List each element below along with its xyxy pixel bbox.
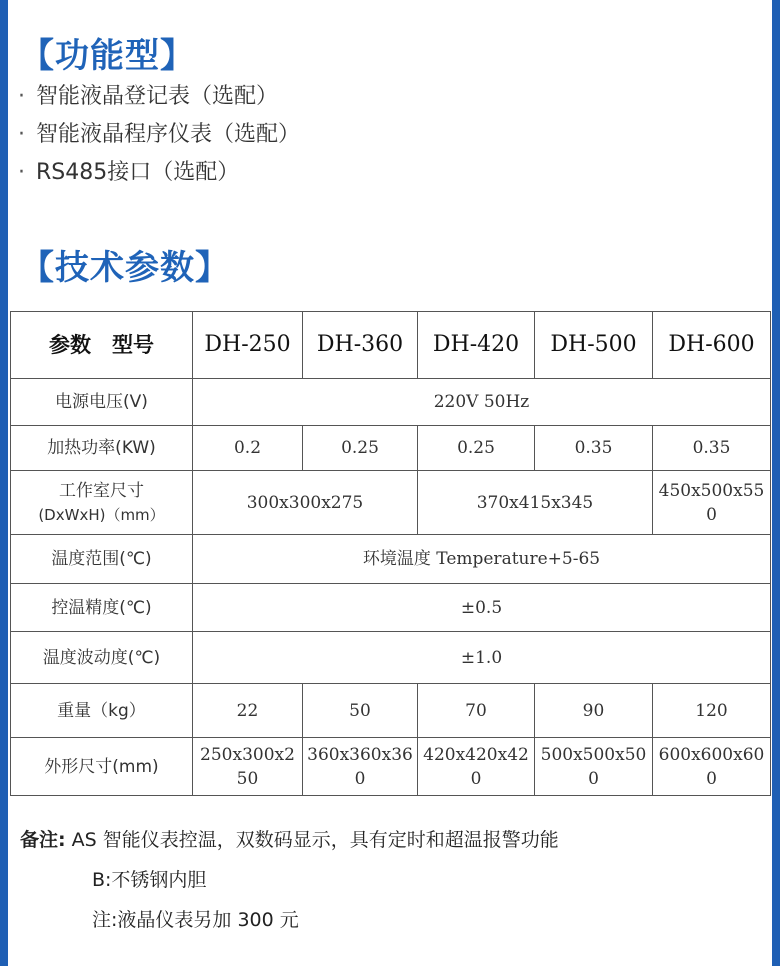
table-row bbox=[11, 535, 771, 584]
table-cell: 450x500x550 bbox=[653, 471, 771, 535]
specs-section-title: 【技术参数】 bbox=[20, 248, 230, 288]
table-row bbox=[11, 684, 771, 738]
feature-label: RS485接口（选配） bbox=[36, 160, 240, 185]
table-cell: 360x360x360 bbox=[303, 738, 418, 796]
table-row bbox=[11, 471, 771, 535]
model-header: DH-500 bbox=[535, 312, 653, 379]
row-label bbox=[11, 471, 193, 535]
feature-item bbox=[18, 116, 300, 154]
row-label: 重量（kg） bbox=[11, 684, 193, 738]
table-cell: 220V 50Hz bbox=[193, 379, 771, 426]
table-cell: 300x300x275 bbox=[193, 471, 418, 535]
row-label-line: (DxWxH)（mm） bbox=[38, 505, 165, 524]
row-label: 外形尺寸(mm) bbox=[11, 738, 193, 796]
table-cell: 370x415x345 bbox=[418, 471, 653, 535]
row-label: 温度范围(℃) bbox=[11, 535, 193, 584]
feature-item bbox=[18, 154, 300, 192]
model-header: DH-600 bbox=[653, 312, 771, 379]
table-header-row bbox=[11, 312, 771, 379]
bullet-icon: · bbox=[18, 122, 25, 147]
table-cell: 22 bbox=[193, 684, 303, 738]
table-cell: 600x600x600 bbox=[653, 738, 771, 796]
feature-label: 智能液晶登记表（选配） bbox=[36, 84, 279, 109]
table-cell: 0.2 bbox=[193, 426, 303, 471]
feature-list bbox=[18, 78, 300, 192]
notes-block bbox=[20, 820, 559, 940]
left-border-bar bbox=[0, 0, 8, 966]
row-label: 温度波动度(℃) bbox=[11, 632, 193, 684]
table-cell: 70 bbox=[418, 684, 535, 738]
table-cell: 0.35 bbox=[535, 426, 653, 471]
note-line bbox=[20, 820, 559, 860]
spec-table bbox=[10, 311, 771, 796]
table-cell: 0.25 bbox=[418, 426, 535, 471]
note-text: AS 智能仪表控温，双数码显示，具有定时和超温报警功能 bbox=[71, 829, 559, 851]
table-cell: 50 bbox=[303, 684, 418, 738]
table-cell: 420x420x420 bbox=[418, 738, 535, 796]
table-cell: 120 bbox=[653, 684, 771, 738]
feature-label: 智能液晶程序仪表（选配） bbox=[36, 122, 301, 147]
notes-label: 备注: bbox=[20, 829, 66, 851]
header-param-model: 参数 型号 bbox=[11, 312, 193, 379]
table-row bbox=[11, 584, 771, 632]
table-cell: ±1.0 bbox=[193, 632, 771, 684]
note-line: B:不锈钢内胆 bbox=[92, 869, 207, 891]
model-header: DH-360 bbox=[303, 312, 418, 379]
row-label: 控温精度(℃) bbox=[11, 584, 193, 632]
table-cell: 0.35 bbox=[653, 426, 771, 471]
table-row bbox=[11, 426, 771, 471]
table-row bbox=[11, 379, 771, 426]
note-line: 注:液晶仪表另加 300 元 bbox=[92, 909, 299, 931]
row-label-line: 工作室尺寸 bbox=[59, 480, 144, 501]
row-label: 电源电压(V) bbox=[11, 379, 193, 426]
bullet-icon: · bbox=[18, 160, 25, 185]
table-cell: 0.25 bbox=[303, 426, 418, 471]
feature-item bbox=[18, 78, 300, 116]
right-border-bar bbox=[772, 0, 780, 966]
table-cell: 环境温度 Temperature+5-65 bbox=[193, 535, 771, 584]
table-row bbox=[11, 738, 771, 796]
table-cell: 90 bbox=[535, 684, 653, 738]
table-cell: ±0.5 bbox=[193, 584, 771, 632]
row-label: 加热功率(KW) bbox=[11, 426, 193, 471]
model-header: DH-420 bbox=[418, 312, 535, 379]
bullet-icon: · bbox=[18, 84, 25, 109]
table-cell: 250x300x250 bbox=[193, 738, 303, 796]
table-cell: 500x500x500 bbox=[535, 738, 653, 796]
model-header: DH-250 bbox=[193, 312, 303, 379]
functional-section-title: 【功能型】 bbox=[20, 36, 195, 76]
table-row bbox=[11, 632, 771, 684]
